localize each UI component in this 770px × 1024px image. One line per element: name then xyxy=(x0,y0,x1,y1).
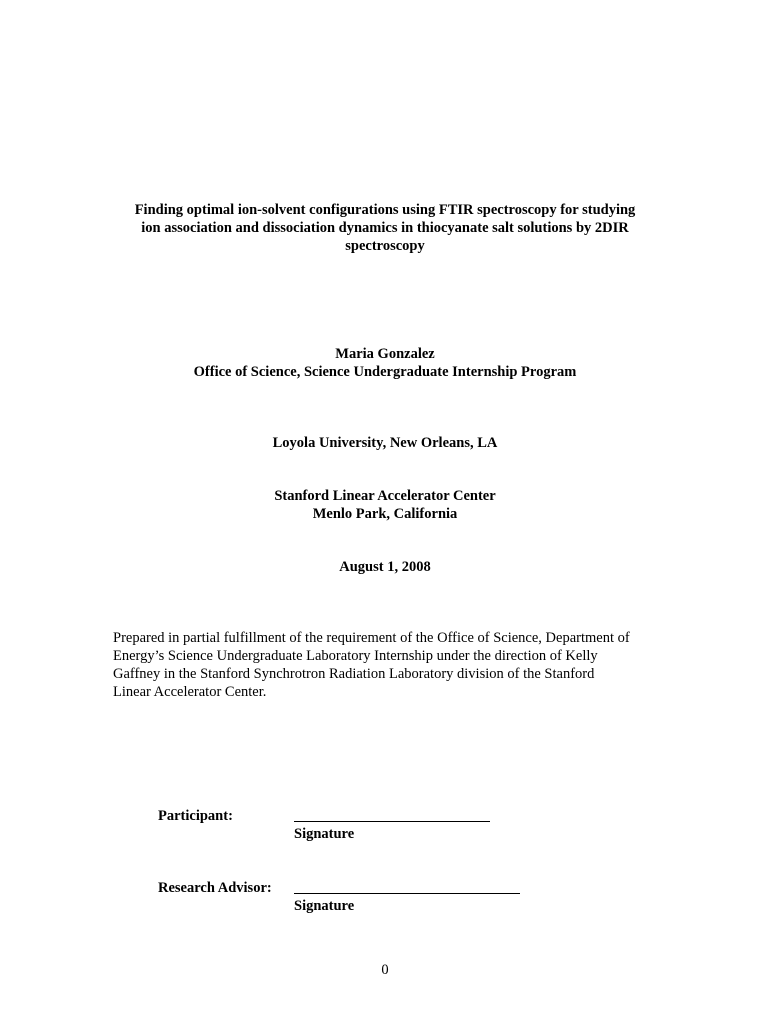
host-location: Menlo Park, California xyxy=(312,506,458,522)
date-block xyxy=(100,558,670,576)
page-number: 0 xyxy=(381,962,389,978)
document-date: August 1, 2008 xyxy=(339,559,431,575)
prepared-line-1: Prepared in partial fulfillment of the requirement of the Office of Science, Department of xyxy=(113,630,630,646)
title-line-1: Finding optimal ion-solvent configurations using FTIR spectroscopy for studying xyxy=(134,202,636,218)
host-name: Stanford Linear Accelerator Center xyxy=(274,488,496,504)
advisor-label: Research Advisor: xyxy=(158,880,272,896)
university-block xyxy=(100,434,670,452)
advisor-signature-line xyxy=(294,893,520,894)
participant-signature-line xyxy=(294,821,490,822)
prepared-statement xyxy=(113,629,673,701)
host-institution-block xyxy=(100,487,670,523)
participant-label: Participant: xyxy=(158,808,233,824)
prepared-line-4: Linear Accelerator Center. xyxy=(113,684,267,700)
author-block xyxy=(100,345,670,381)
title-line-2: ion association and dissociation dynamics in thiocyanate salt solutions by 2DIR xyxy=(141,220,629,236)
author-program: Office of Science, Science Undergraduate Internship Program xyxy=(193,364,577,380)
advisor-signature-caption: Signature xyxy=(294,898,355,914)
university-name: Loyola University, New Orleans, LA xyxy=(272,435,498,451)
prepared-line-2: Energy’s Science Undergraduate Laboratory Internship under the direction of Kelly xyxy=(113,648,598,664)
prepared-line-3: Gaffney in the Stanford Synchrotron Radiation Laboratory division of the Stanford xyxy=(113,666,595,682)
title-line-3: spectroscopy xyxy=(345,238,425,254)
document-title xyxy=(115,201,655,255)
participant-signature-caption: Signature xyxy=(294,826,355,842)
author-name: Maria Gonzalez xyxy=(335,346,435,362)
